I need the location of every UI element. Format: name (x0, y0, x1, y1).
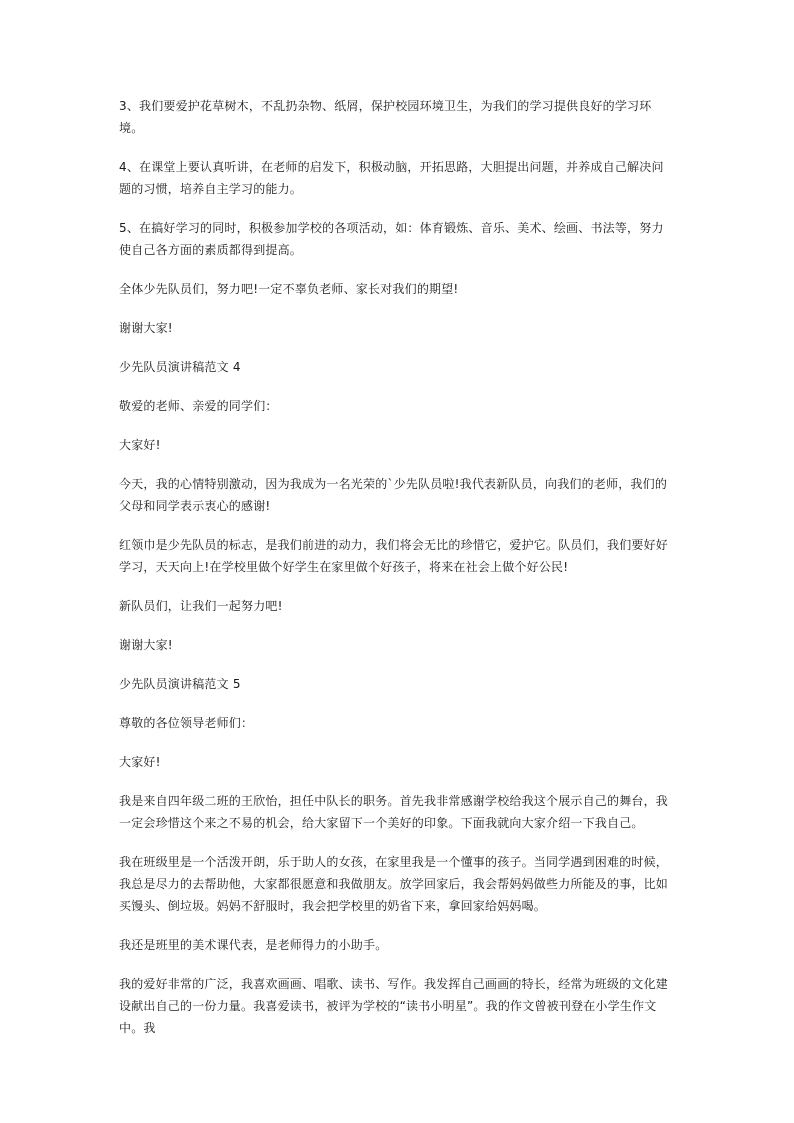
salutation: 敬爱的老师、亲爱的同学们： (119, 399, 278, 413)
paragraph-self-intro: 我是来自四年级二班的王欣怡，担任中队长的职务。首先我非常感谢学校给我这个展示自己的舞台，我一定会珍惜这个来之不易的机会，给大家留下一个美好的印象。下面我就向大家介绍一下我自己。 (119, 794, 669, 830)
greeting: 大家好! (119, 438, 161, 452)
paragraph-thanks: 谢谢大家! (119, 321, 173, 335)
paragraph-closing-appeal: 全体少先队员们，努力吧!一定不辜负老师、家长对我们的期望! (119, 282, 459, 296)
paragraph-rule-5: 5、在搞好学习的同时，积极参加学校的各项活动，如：体育锻炼、音乐、美术、绘画、书法等，努力使自己各方面的素质都得到提高。 (119, 221, 664, 257)
greeting: 大家好! (119, 755, 161, 769)
paragraph-today: 今天，我的心情特别激动，因为我成为一名光荣的`少先队员啦!我代表新队员，向我们的老师，我们的父母和同学表示衷心的感谢! (119, 477, 668, 513)
paragraph-new-members: 新队员们，让我们一起努力吧! (119, 599, 283, 613)
section-heading-5: 少先队员演讲稿范文 5 (119, 677, 241, 691)
paragraph-hobbies: 我的爱好非常的广泛，我喜欢画画、唱歌、读书、写作。我发挥自己画画的特长，经常为班级的文化建设献出自己的一份力量。我喜爱读书，被评为学校的“读书小明星”。我的作文曾被刊登在小学生作文中。我 (119, 977, 669, 1035)
paragraph-thanks: 谢谢大家! (119, 638, 173, 652)
paragraph-class-home: 我在班级里是一个活泼开朗，乐于助人的女孩，在家里我是一个懂事的孩子。当同学遇到困难的时候，我总是尽力的去帮助他，大家都很愿意和我做朋友。放学回家后，我会帮妈妈做些力所能及的事，比如买馒头、倒垃圾。妈妈不舒服时，我会把学校里的奶省下来，拿回家给妈妈喝。 (119, 855, 669, 913)
document-body (119, 95, 675, 1056)
paragraph-rule-4: 4、在课堂上要认真听讲，在老师的启发下，积极动脑，开拓思路，大胆提出问题，并养成自己解决问题的习惯，培养自主学习的能力。 (119, 160, 664, 196)
paragraph-rule-3: 3、我们要爱护花草树木，不乱扔杂物、纸屑，保护校园环境卫生，为我们的学习提供良好的学习环境。 (119, 99, 652, 135)
paragraph-art-rep: 我还是班里的美术课代表，是老师得力的小助手。 (119, 938, 388, 952)
section-heading-4: 少先队员演讲稿范文 4 (119, 360, 241, 374)
salutation: 尊敬的各位领导老师们： (119, 716, 254, 730)
paragraph-red-scarf: 红领巾是少先队员的标志，是我们前进的动力，我们将会无比的珍惜它，爱护它。队员们，我们要好好学习，天天向上!在学校里做个好学生在家里做个好孩子，将来在社会上做个好公民! (119, 538, 669, 574)
